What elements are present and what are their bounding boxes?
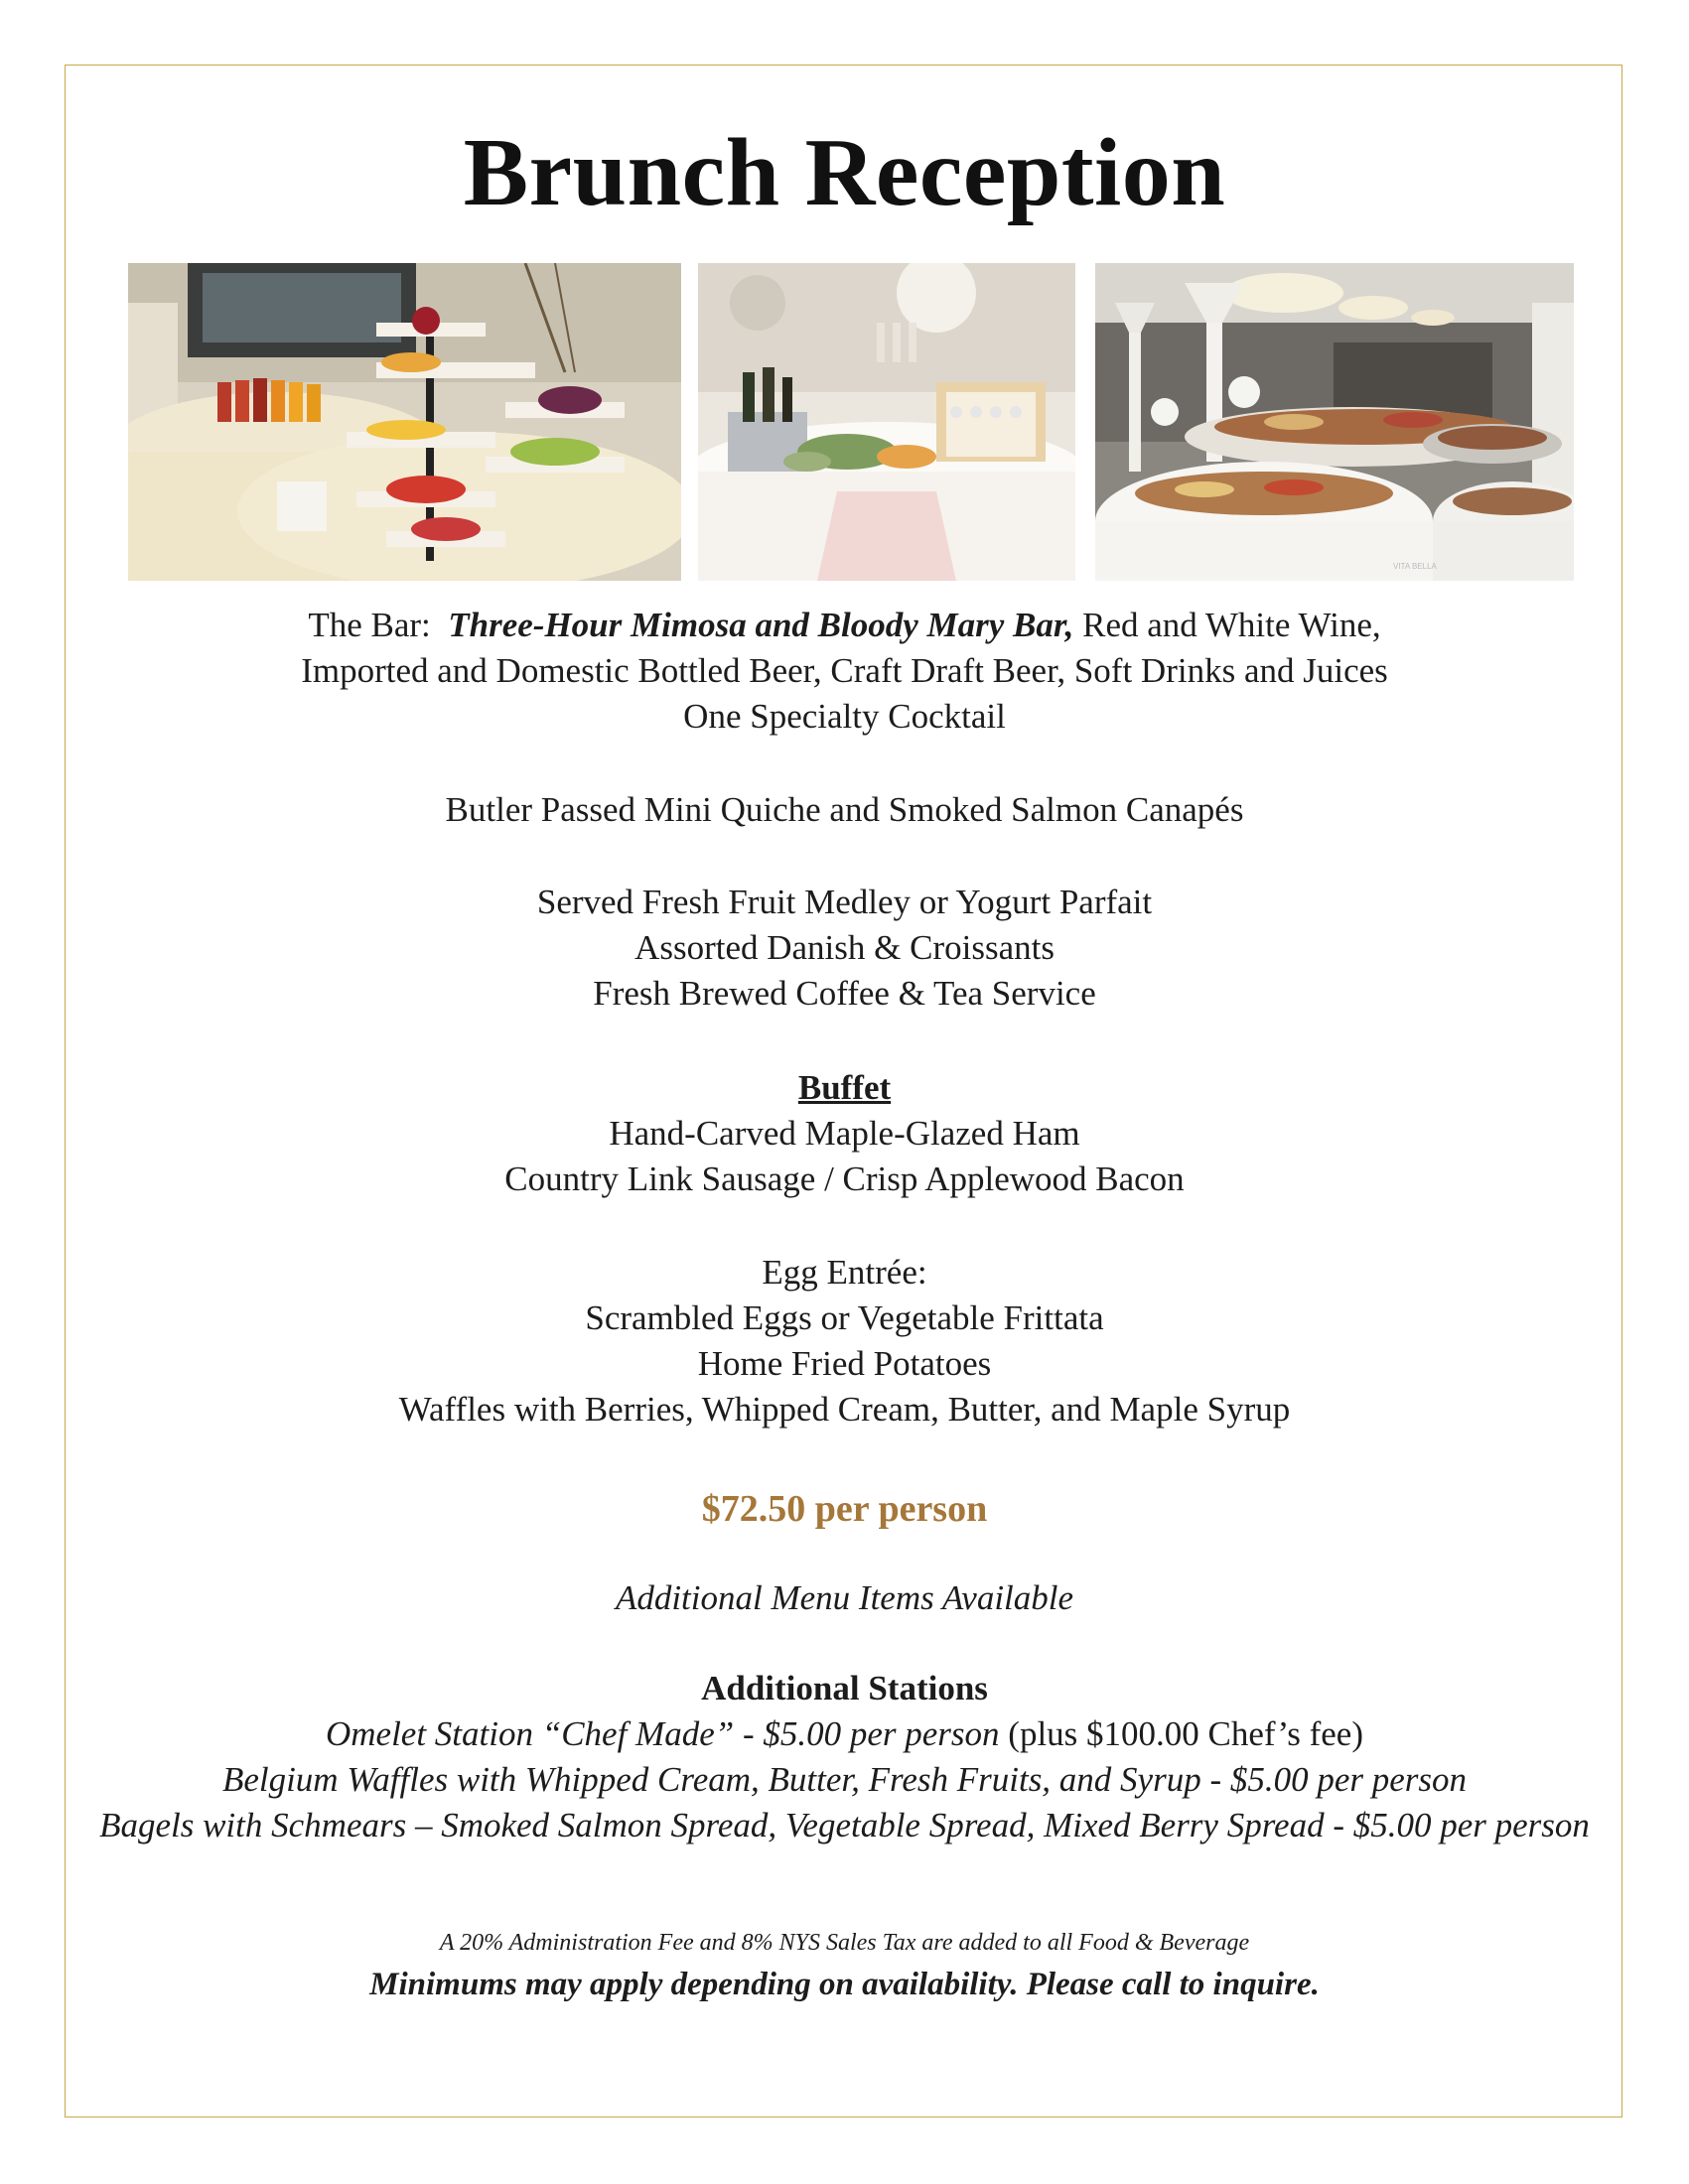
buffet-heading: Buffet bbox=[797, 1068, 892, 1107]
bar-highlight: Three-Hour Mimosa and Bloody Mary Bar, bbox=[448, 606, 1074, 644]
station-omelet-main: Omelet Station “Chef Made” - $5.00 per person bbox=[325, 1714, 1000, 1753]
bar-line-3: One Specialty Cocktail bbox=[683, 697, 1006, 736]
bar-line-1 bbox=[0, 603, 1689, 648]
passed-section bbox=[0, 787, 1689, 833]
served-section bbox=[0, 880, 1689, 1017]
fee-note: A 20% Administration Fee and 8% NYS Sales Tax are added to all Food & Beverage bbox=[439, 1930, 1250, 1956]
station-omelet bbox=[0, 1711, 1689, 1757]
egg-heading: Egg Entrée: bbox=[762, 1253, 927, 1292]
station-omelet-fee: (plus $100.00 Chef’s fee) bbox=[1008, 1714, 1363, 1753]
photo-champagne-table bbox=[698, 263, 1075, 581]
price: $72.50 per person bbox=[701, 1488, 988, 1530]
egg-item: Scrambled Eggs or Vegetable Frittata bbox=[585, 1298, 1104, 1337]
footer-section bbox=[0, 1926, 1689, 1960]
passed-line: Butler Passed Mini Quiche and Smoked Salmon Canapés bbox=[445, 790, 1244, 829]
bar-section bbox=[0, 603, 1689, 740]
stations-heading: Additional Stations bbox=[701, 1669, 988, 1707]
buffet-item: Hand-Carved Maple-Glazed Ham bbox=[609, 1114, 1080, 1153]
page-title: Brunch Reception bbox=[463, 119, 1226, 226]
egg-section bbox=[0, 1250, 1689, 1433]
bar-line-2: Imported and Domestic Bottled Beer, Craft Draft Beer, Soft Drinks and Juices bbox=[301, 651, 1388, 690]
price-section bbox=[0, 1486, 1689, 1532]
photo-ballroom-buffet bbox=[1095, 263, 1574, 581]
minimums-section bbox=[0, 1962, 1689, 2007]
buffet-item: Country Link Sausage / Crisp Applewood Bacon bbox=[504, 1160, 1185, 1198]
bar-label: The Bar: bbox=[308, 606, 431, 644]
egg-item: Home Fried Potatoes bbox=[697, 1344, 992, 1383]
egg-item: Waffles with Berries, Whipped Cream, Butter, and Maple Syrup bbox=[398, 1390, 1291, 1429]
additional-items-section bbox=[0, 1575, 1689, 1621]
served-line: Assorted Danish & Croissants bbox=[634, 928, 1055, 967]
buffet-section bbox=[0, 1065, 1689, 1202]
photo-fruit-display bbox=[128, 263, 681, 581]
station-bagels: Bagels with Schmears – Smoked Salmon Spread, Vegetable Spread, Mixed Berry Spread - $5.00 per person bbox=[99, 1806, 1590, 1844]
served-line: Fresh Brewed Coffee & Tea Service bbox=[593, 974, 1096, 1013]
minimums-note: Minimums may apply depending on availability. Please call to inquire. bbox=[369, 1967, 1320, 2002]
additional-items-note: Additional Menu Items Available bbox=[615, 1578, 1074, 1617]
photo-watermark: VITA BELLA bbox=[1393, 562, 1437, 571]
stations-section bbox=[0, 1666, 1689, 1848]
station-waffles: Belgium Waffles with Whipped Cream, Butter, Fresh Fruits, and Syrup - $5.00 per person bbox=[221, 1760, 1468, 1799]
served-line: Served Fresh Fruit Medley or Yogurt Parfait bbox=[536, 883, 1153, 921]
bar-rest: Red and White Wine, bbox=[1082, 606, 1381, 644]
